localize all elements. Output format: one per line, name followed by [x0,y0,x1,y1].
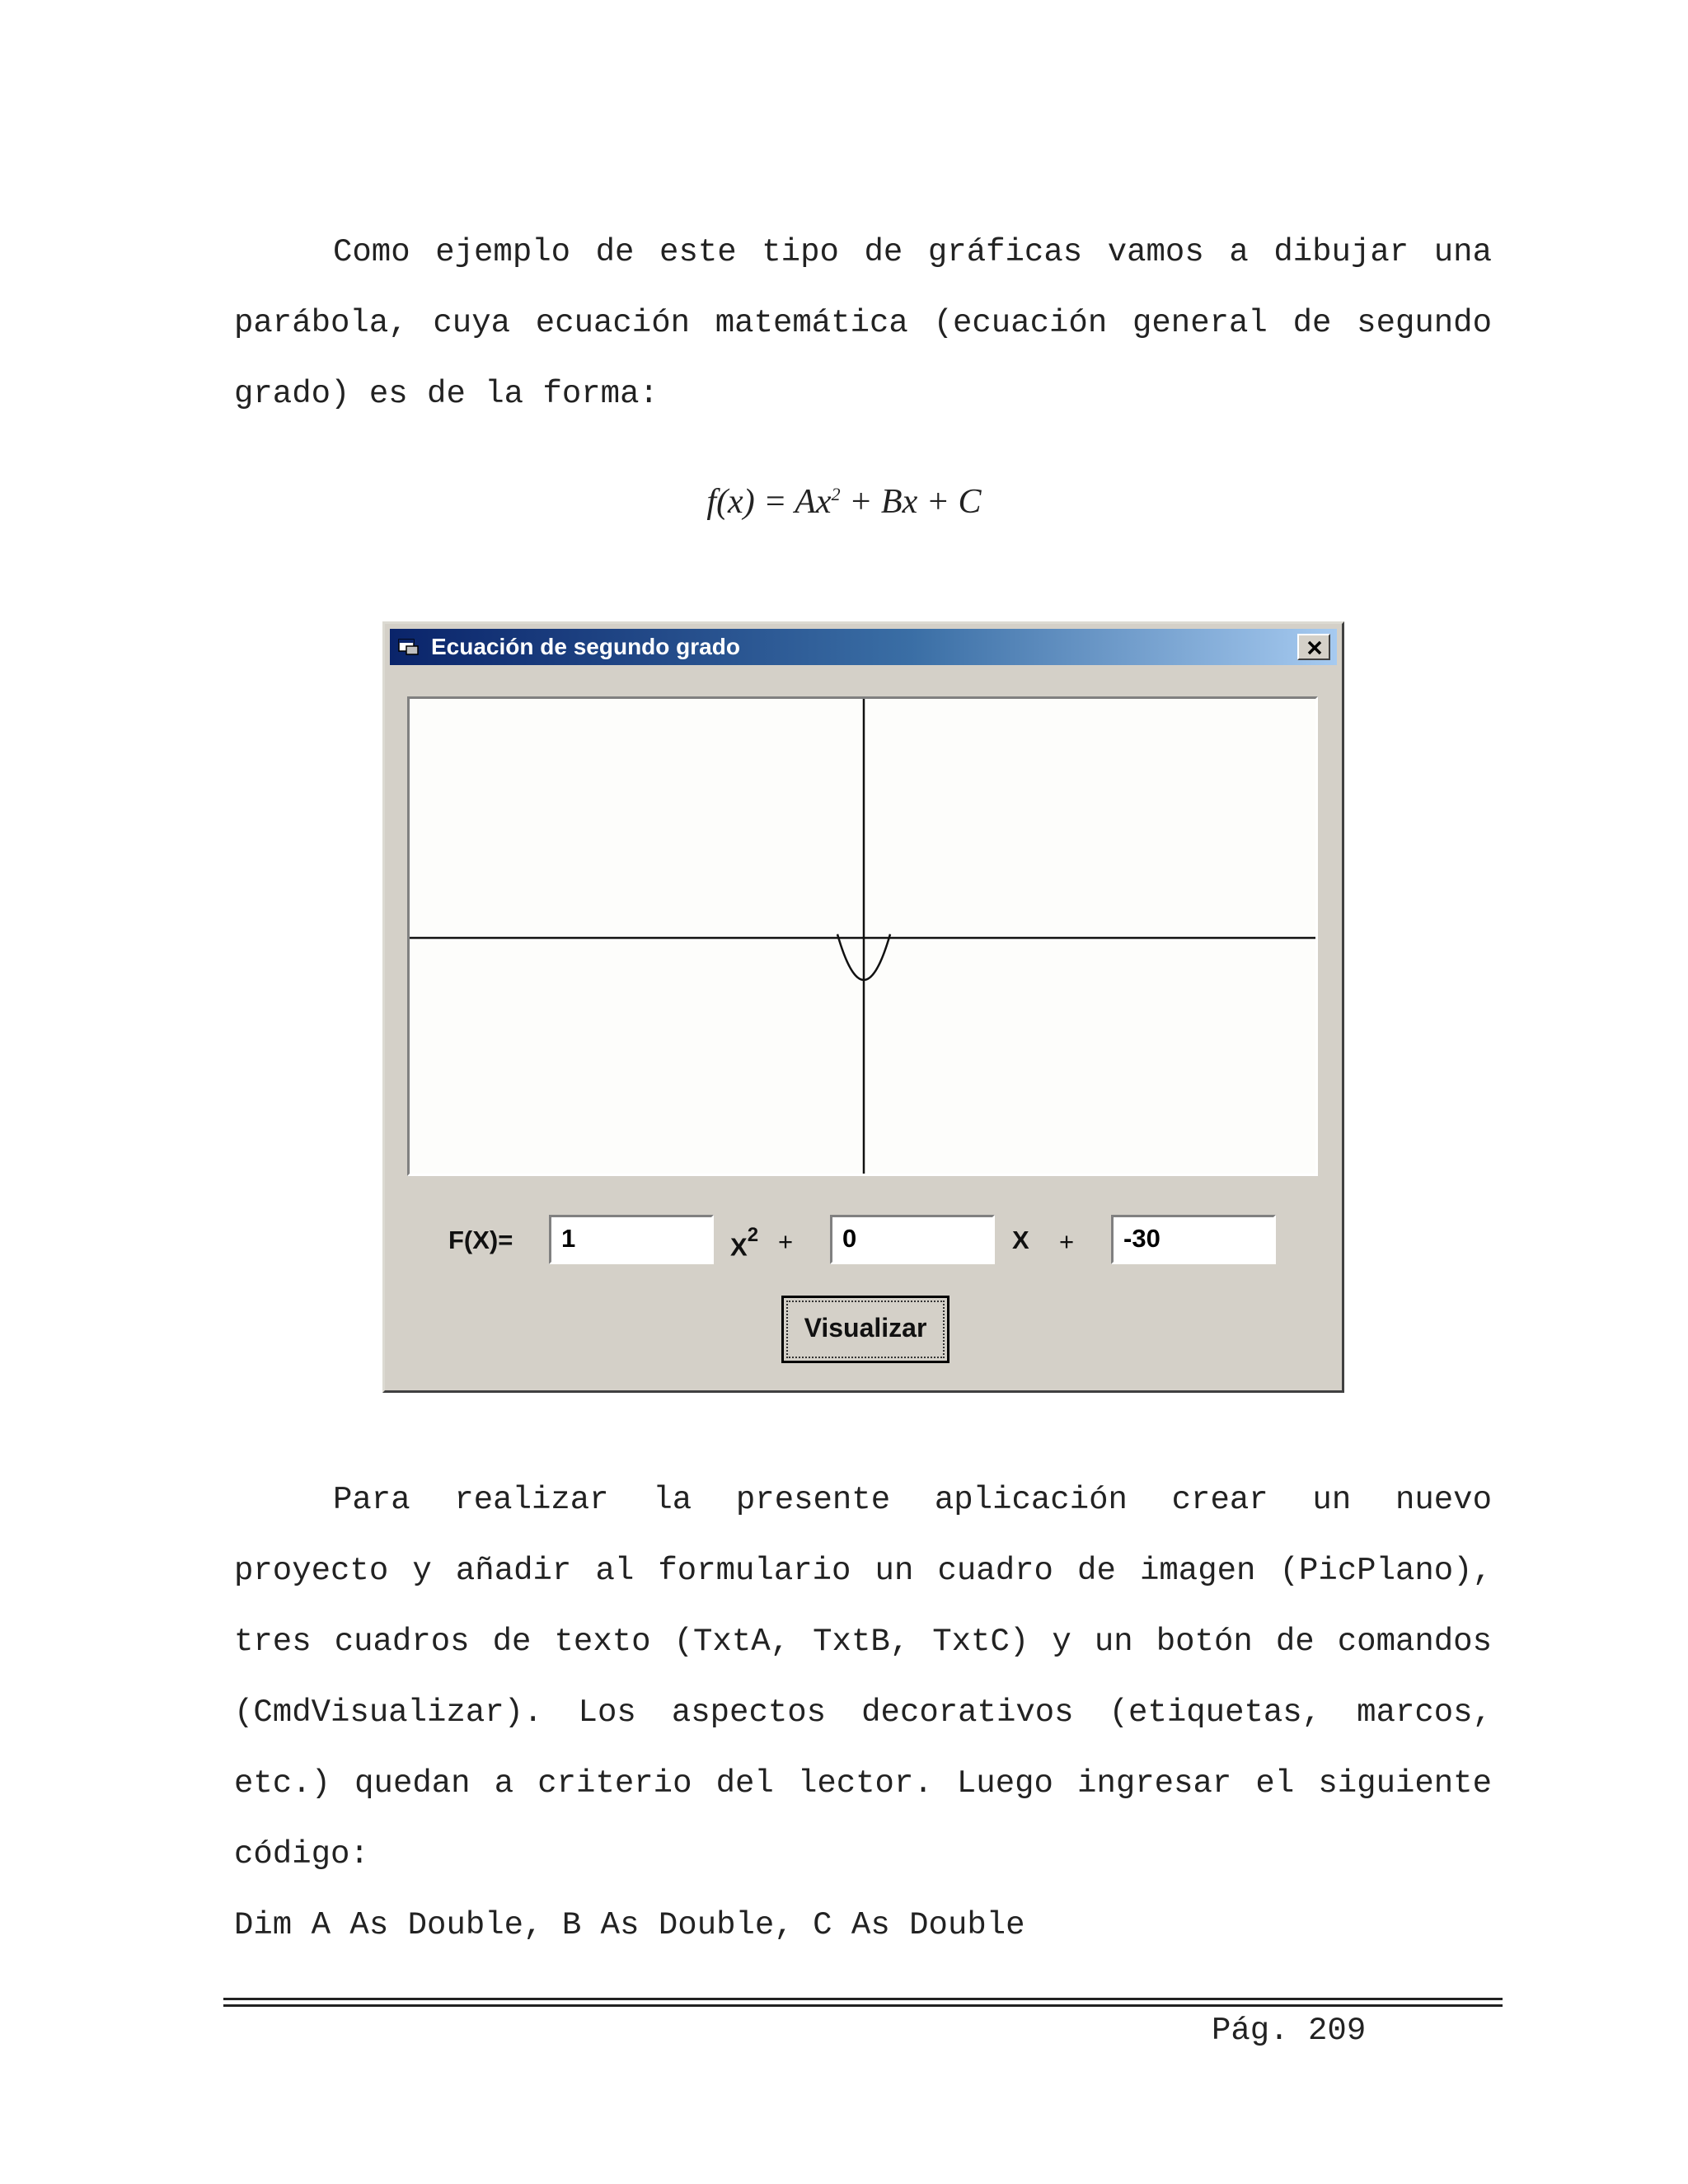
parabola-plot [410,699,1315,1174]
window-title: Ecuación de segundo grado [431,634,740,659]
close-icon [1306,640,1323,655]
intro-line-2: parábola, cuya ecuación matemática (ecuación general de segundo [234,305,1492,341]
instructions-line-6: código: [234,1836,369,1872]
equation-window [382,621,1344,1393]
formula-rhs: + Bx + C [840,483,982,521]
formula-lhs: f(x) = Ax [706,483,832,521]
instructions-line-1: Para realizar la presente aplicación crear un nuevo [333,1482,1492,1518]
txtB-input[interactable]: 0 [830,1215,995,1264]
intro-line-3: grado) es de la forma: [234,376,659,412]
window-titlebar[interactable] [390,629,1337,665]
intro-paragraph [234,217,1492,429]
page-number: Pág. 209 [1212,2013,1367,2049]
instructions-paragraph [234,1465,1492,1890]
fx-label: F(X)= [448,1226,513,1254]
visualizar-button-label: Visualizar [786,1301,945,1358]
intro-line-1: Como ejemplo de este tipo de gráficas vamos a dibujar una [333,234,1492,270]
txtA-input[interactable]: 1 [549,1215,714,1264]
close-button[interactable] [1297,634,1330,660]
txtC-input[interactable]: -30 [1111,1215,1276,1264]
x-squared-label: $X^2$ [730,1224,759,1262]
x-label: X [1012,1226,1029,1254]
plus-label-2: + [1059,1227,1075,1256]
plus-label-1: + [778,1227,794,1256]
footer-rule-bottom [223,2004,1503,2007]
instructions-line-3: tres cuadros de texto (TxtA, TxtB, TxtC) y un botón de comandos [234,1624,1492,1660]
quadratic-formula [0,482,1688,522]
formula-exponent: 2 [831,484,841,504]
window-app-icon [398,637,420,655]
footer-rule-top [223,1998,1503,2000]
code-declaration: Dim A As Double, B As Double, C As Double [234,1907,1025,1943]
visualizar-button[interactable] [781,1296,950,1363]
instructions-line-4: (CmdVisualizar). Los aspectos decorativos (etiquetas, marcos, [234,1694,1492,1731]
instructions-line-5: etc.) quedan a criterio del lector. Luego ingresar el siguiente [234,1765,1492,1802]
pic-plano[interactable] [407,696,1318,1176]
instructions-line-2: proyecto y añadir al formulario un cuadro de imagen (PicPlano), [234,1553,1492,1589]
